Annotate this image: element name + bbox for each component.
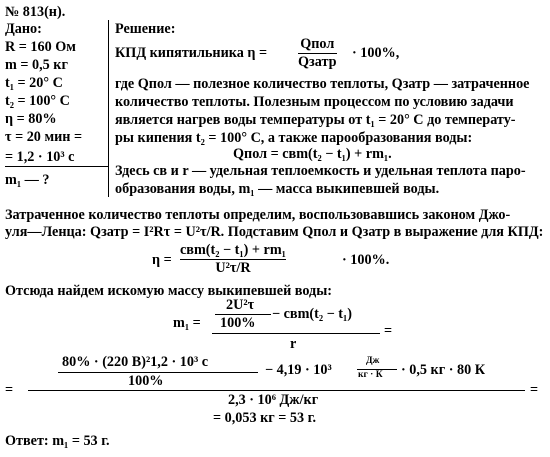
numeric-num-d: · 0,5 кг · 80 К xyxy=(401,362,486,378)
eta-denominator: U²τ/R xyxy=(215,260,251,276)
given-item: η = 80% xyxy=(5,111,57,127)
given-title: Дано: xyxy=(5,21,42,37)
solution-line: Здесь cв и r — удельная теплоемкость и удельная теплота паро- xyxy=(115,163,526,179)
solution-line: является нагрев воды температуры от t₁ = 20° С до температу- xyxy=(115,112,516,128)
unit-numerator: Дж xyxy=(366,356,380,366)
answer: Ответ: m₁ = 53 г. xyxy=(5,433,110,449)
paragraph-line: Отсюда найдем искомую массу выкипевшей воды: xyxy=(5,283,333,299)
efficiency-fraction xyxy=(298,36,337,71)
solution-line: где Qпол — полезное количество теплоты, Qзатр — затраченное xyxy=(115,76,530,92)
solution-line: образования воды, m₁ — масса выкипевшей воды. xyxy=(115,181,440,197)
given-item: t₂ = 100° С xyxy=(5,93,70,109)
efficiency-numerator: Qпол xyxy=(300,36,335,52)
eta-fraction xyxy=(180,242,286,277)
numeric-denominator: 2,3 · 10⁶ Дж/кг xyxy=(228,392,319,408)
m1-lhs: m₁ = xyxy=(173,315,201,331)
numeric-num-a: 80% · (220 В)²1,2 · 10³ с xyxy=(62,354,209,370)
efficiency-text: КПД кипятильника η = xyxy=(115,45,268,61)
numeric-lead: = xyxy=(5,382,14,398)
eta-lhs: η = xyxy=(152,252,172,268)
solution-title: Решение: xyxy=(115,21,176,37)
m1-inner-num: 2U²τ xyxy=(226,297,255,313)
solution-line: ры кипения t₂ = 100° С, а также парообразования воды: xyxy=(115,130,473,146)
given-item: R = 160 Ом xyxy=(5,39,76,55)
given-item: τ = 20 мин = xyxy=(5,129,83,145)
given-item: t₁ = 20° С xyxy=(5,75,63,91)
m1-tail: = xyxy=(384,323,393,339)
eta-tail: · 100%. xyxy=(342,252,390,268)
m1-inner-den: 100% xyxy=(220,315,256,331)
problem-number: № 813(н). xyxy=(5,4,66,20)
given-divider xyxy=(5,166,108,167)
main-fraction-bar xyxy=(212,333,380,334)
eta-numerator: cвm(t₂ − t₁) + rm₁ xyxy=(180,242,286,258)
given-separator xyxy=(108,20,109,197)
numeric-tail: = xyxy=(530,382,539,398)
solution-line: количество теплоты. Полезным процессом по условию задачи xyxy=(115,94,514,110)
given-item: = 1,2 · 10³ с xyxy=(5,149,75,165)
numeric-num-c: − 4,19 · 10³ xyxy=(265,362,332,378)
paragraph-line: Затраченное количество теплоты определим, воспользовавшись законом Джо- xyxy=(5,207,511,223)
given-item: m = 0,5 кг xyxy=(5,57,68,73)
useful-heat-formula: Qпол = cвm(t₂ − t₁) + rm₁. xyxy=(233,146,392,162)
given-find: m₁ — ? xyxy=(5,172,50,188)
m1-num-tail: − cвm(t₂ − t₁) xyxy=(272,306,352,322)
result-line: = 0,053 кг = 53 г. xyxy=(213,410,317,426)
efficiency-denominator: Qзатр xyxy=(298,54,337,70)
numeric-num-b: 100% xyxy=(128,373,164,389)
main-fraction-bar xyxy=(28,390,525,391)
m1-denominator: r xyxy=(290,336,297,352)
paragraph-line: уля—Ленца: Qзатр = I²Rτ = U²τ/R. Подставим Qпол и Qзатр в выражение для КПД: xyxy=(5,224,544,240)
efficiency-tail: · 100%, xyxy=(352,45,400,61)
unit-denominator: кг · К xyxy=(358,370,383,380)
